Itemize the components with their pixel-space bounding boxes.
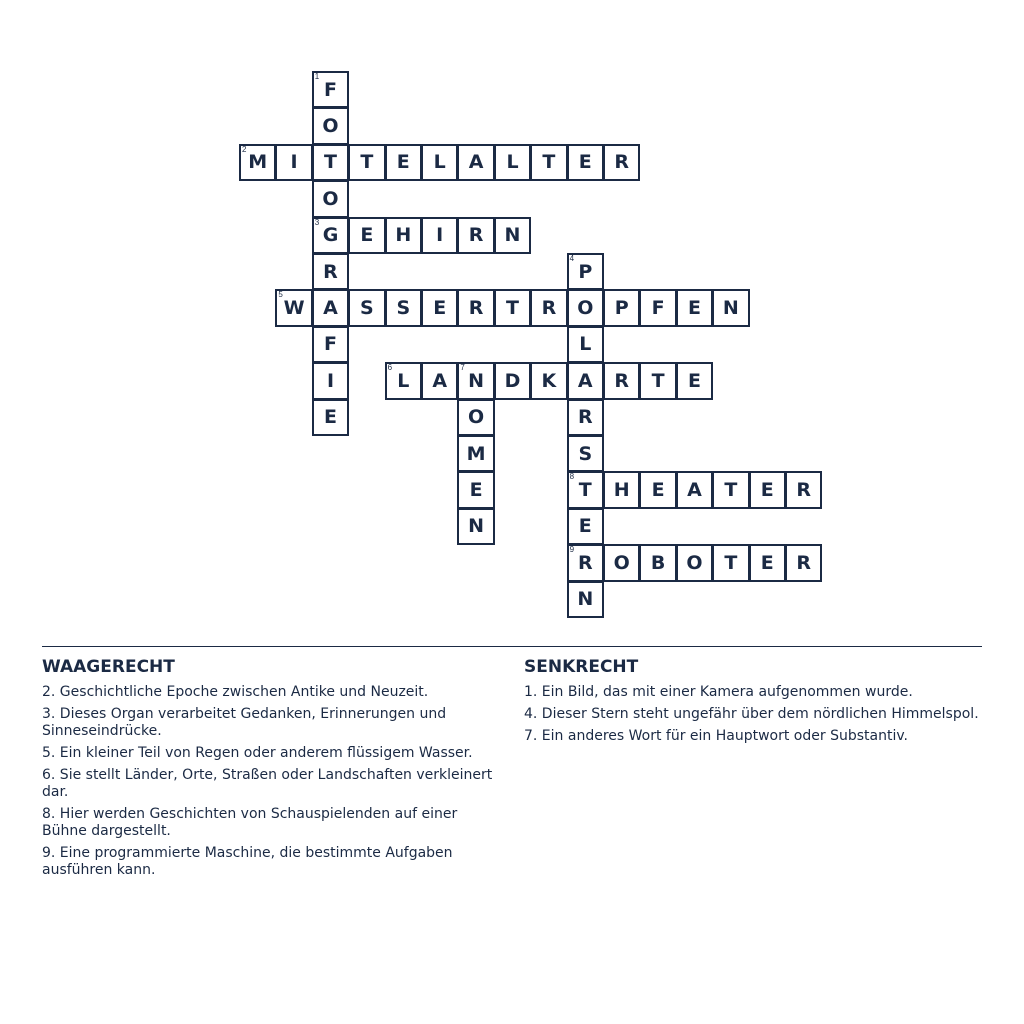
cell-letter: H	[613, 479, 630, 502]
crossword-cell[interactable]	[312, 180, 349, 217]
across-clue: 9. Eine programmierte Maschine, die bestimmte Aufgaben ausführen kann.	[42, 845, 453, 878]
cell-letter: E	[578, 515, 592, 538]
crossword-cell[interactable]	[530, 289, 567, 326]
crossword-cell[interactable]	[348, 289, 385, 326]
across-clue: 3. Dieses Organ verarbeitet Gedanken, Erinnerungen und Sinneseindrücke.	[42, 706, 447, 739]
cell-letter: S	[396, 297, 411, 320]
crossword-cell[interactable]	[530, 362, 567, 399]
cell-letter: R	[541, 297, 557, 320]
crossword-cell[interactable]	[494, 289, 531, 326]
down-clue: 4. Dieser Stern steht ungefähr über dem nördlichen Himmelspol.	[524, 706, 979, 722]
cell-letter: G	[322, 224, 339, 247]
cell-letter: E	[688, 369, 701, 392]
crossword-cell[interactable]	[312, 326, 349, 363]
across-clue: 6. Sie stellt Länder, Orte, Straßen oder Landschaften verkleinert dar.	[42, 767, 493, 800]
crossword-cell[interactable]	[457, 471, 494, 508]
crossword-cell[interactable]	[348, 217, 385, 254]
down-clue: 1. Ein Bild, das mit einer Kamera aufgenommen wurde.	[524, 684, 913, 700]
crossword-cell[interactable]	[712, 544, 749, 581]
cell-letter: E	[469, 479, 483, 502]
cell-letter: F	[651, 297, 665, 320]
crossword-cell[interactable]	[749, 544, 786, 581]
cell-letter: H	[395, 224, 412, 247]
crossword-cell[interactable]	[457, 435, 494, 472]
cell-letter: F	[324, 333, 337, 356]
cell-letter: R	[577, 406, 593, 429]
cell-letter: F	[324, 78, 337, 101]
crossword-cell[interactable]	[567, 471, 604, 508]
divider	[42, 646, 982, 647]
cell-number: 4	[569, 254, 575, 263]
crossword-cell[interactable]	[312, 107, 349, 144]
crossword-cell[interactable]	[639, 289, 676, 326]
crossword-cell[interactable]	[567, 508, 604, 545]
crossword-cell[interactable]	[385, 217, 422, 254]
cell-letter: E	[760, 551, 774, 574]
cell-letter: E	[651, 479, 665, 502]
crossword-cell[interactable]	[603, 544, 640, 581]
cell-letter: O	[322, 115, 339, 138]
cell-letter: E	[360, 224, 374, 247]
cell-letter: S	[360, 297, 374, 320]
crossword-cell[interactable]	[312, 217, 349, 254]
crossword-cell[interactable]	[530, 144, 567, 181]
cell-letter: N	[468, 369, 485, 392]
cell-letter: T	[724, 479, 738, 502]
cell-letter: R	[468, 224, 484, 247]
cell-letter: P	[578, 260, 593, 283]
crossword-cell[interactable]	[457, 144, 494, 181]
crossword-cell[interactable]	[421, 217, 458, 254]
across-clue: 2. Geschichtliche Epoche zwischen Antike und Neuzeit.	[42, 684, 429, 700]
cell-letter: L	[579, 333, 592, 356]
cell-letter: A	[468, 151, 484, 174]
cell-letter: L	[506, 151, 519, 174]
crossword-cell[interactable]	[603, 289, 640, 326]
crossword-cell[interactable]	[676, 471, 713, 508]
cell-letter: R	[796, 479, 812, 502]
cell-number: 3	[314, 217, 320, 227]
across-clue: 8. Hier werden Geschichten von Schauspielenden auf einer Bühne dargestellt.	[42, 806, 458, 839]
crossword-cell[interactable]	[385, 144, 422, 181]
crossword-cell[interactable]	[312, 144, 349, 181]
cell-letter: R	[323, 260, 338, 283]
cell-letter: A	[323, 297, 338, 320]
crossword-cell[interactable]	[457, 289, 494, 326]
cell-number: 7	[460, 363, 465, 373]
cell-letter: T	[542, 151, 556, 174]
cell-letter: I	[326, 369, 335, 392]
cell-letter: T	[651, 369, 665, 392]
cell-letter: E	[760, 479, 774, 502]
cell-letter: L	[397, 369, 410, 392]
cell-letter: M	[466, 442, 486, 465]
cell-letter: E	[324, 406, 337, 429]
crossword-cell[interactable]	[567, 435, 604, 472]
cell-number: 5	[278, 290, 283, 300]
crossword-cell[interactable]	[312, 71, 349, 108]
crossword-cell[interactable]	[639, 471, 676, 508]
crossword-cell[interactable]	[603, 362, 640, 399]
cell-number: 2	[242, 144, 247, 154]
cell-letter: E	[433, 297, 447, 320]
across-clues	[42, 656, 502, 884]
crossword-cell[interactable]	[567, 544, 604, 581]
crossword-cell[interactable]	[567, 399, 604, 436]
cell-letter: A	[687, 479, 702, 502]
cell-letter: R	[614, 369, 630, 392]
crossword-cell[interactable]	[457, 362, 494, 399]
crossword-cell[interactable]	[567, 326, 604, 363]
crossword-cell[interactable]	[457, 399, 494, 436]
crossword-cell[interactable]	[567, 581, 604, 618]
crossword-cell[interactable]	[603, 144, 640, 181]
cell-letter: M	[248, 151, 268, 174]
crossword-cell[interactable]	[494, 362, 531, 399]
across-heading: WAAGERECHT	[42, 657, 175, 677]
crossword-cell[interactable]	[312, 399, 349, 436]
crossword-cell[interactable]	[312, 362, 349, 399]
crossword-cell[interactable]	[603, 471, 640, 508]
crossword-cell[interactable]	[676, 362, 713, 399]
cell-letter: W	[283, 297, 305, 320]
cell-letter: O	[686, 551, 703, 574]
cell-number: 9	[569, 545, 575, 555]
crossword-cell[interactable]	[712, 289, 749, 326]
cell-letter: A	[432, 369, 448, 392]
cell-number: 1	[314, 72, 320, 81]
crossword-cell[interactable]	[312, 289, 349, 326]
cell-letter: I	[290, 151, 298, 174]
cell-letter: O	[613, 551, 630, 574]
cell-letter: S	[578, 442, 593, 465]
down-clues	[524, 656, 984, 750]
crossword-cell[interactable]	[785, 544, 822, 581]
crossword-cell[interactable]	[749, 471, 786, 508]
crossword-cell[interactable]	[457, 217, 494, 254]
cell-number: 8	[569, 472, 575, 482]
crossword-cell[interactable]	[275, 144, 312, 181]
cell-letter: L	[433, 151, 446, 174]
down-clue: 7. Ein anderes Wort für ein Hauptwort oder Substantiv.	[524, 728, 908, 744]
cell-letter: B	[650, 551, 666, 574]
cell-letter: A	[577, 369, 593, 392]
crossword-cell[interactable]	[421, 362, 458, 399]
cell-letter: O	[577, 297, 594, 320]
crossword-cell[interactable]	[639, 544, 676, 581]
crossword-cell[interactable]	[676, 289, 713, 326]
crossword-cell[interactable]	[639, 362, 676, 399]
cell-number: 6	[387, 363, 393, 373]
crossword-cell[interactable]	[567, 362, 604, 399]
crossword-cell[interactable]	[712, 471, 749, 508]
crossword-cell[interactable]	[348, 144, 385, 181]
crossword-cell[interactable]	[494, 217, 531, 254]
crossword-cell[interactable]	[239, 144, 276, 181]
cell-letter: E	[688, 297, 701, 320]
cell-letter: R	[468, 297, 484, 320]
cell-letter: K	[541, 369, 557, 392]
cell-letter: N	[722, 297, 739, 320]
cell-letter: O	[468, 406, 485, 429]
cell-letter: N	[577, 588, 594, 611]
cell-letter: D	[504, 369, 521, 392]
crossword-cell[interactable]	[785, 471, 822, 508]
down-heading: SENKRECHT	[524, 657, 639, 677]
cell-letter: O	[322, 187, 339, 210]
crossword-cell[interactable]	[421, 289, 458, 326]
crossword-cell[interactable]	[567, 289, 604, 326]
cell-letter: R	[796, 551, 812, 574]
crossword-cell[interactable]	[457, 508, 494, 545]
cell-letter: P	[614, 297, 629, 320]
across-clue: 5. Ein kleiner Teil von Regen oder anderem flüssigem Wasser.	[42, 745, 473, 761]
cell-letter: E	[396, 151, 410, 174]
crossword-cell[interactable]	[385, 289, 422, 326]
cell-letter: N	[468, 515, 485, 538]
cell-letter: T	[324, 151, 337, 174]
crossword-cell[interactable]	[312, 253, 349, 290]
cell-letter: T	[506, 297, 519, 320]
crossword-cell[interactable]	[567, 253, 604, 290]
crossword-cell[interactable]	[275, 289, 312, 326]
crossword-cell[interactable]	[494, 144, 531, 181]
cell-letter: R	[614, 151, 630, 174]
cell-letter: R	[577, 551, 593, 574]
cell-letter: E	[578, 151, 592, 174]
crossword-cell[interactable]	[421, 144, 458, 181]
crossword-cell[interactable]	[385, 362, 422, 399]
cell-letter: N	[504, 224, 521, 247]
crossword-cell[interactable]	[676, 544, 713, 581]
cell-letter: I	[436, 224, 444, 247]
cell-letter: T	[724, 551, 738, 574]
cell-letter: T	[360, 151, 374, 174]
cell-letter: T	[578, 479, 592, 502]
crossword-cell[interactable]	[567, 144, 604, 181]
